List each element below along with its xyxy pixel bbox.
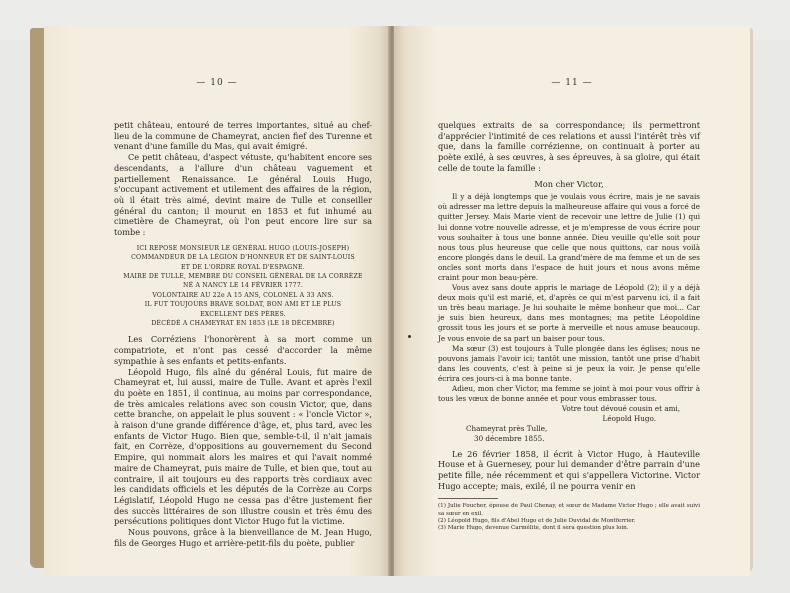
epitaph-line: VOLONTAIRE AU 22e A 15 ANS, COLONEL A 33 ANS. — [152, 291, 334, 299]
letter-place: Chameyrat près Tulle, — [466, 424, 548, 434]
letter-paragraph: Il y a déjà longtemps que je voulais vous écrire, mais je ne savais où adresser ma lettre depuis la malheureuse affaire qui vous a forcé de quitter Jersey. Mais Marie vient de recevoir une lettre de Julie (1) qui lui donne votre nouvelle adresse, et je m'empresse de vous écrire pour vous souhaiter à tous une bonne année. Dieu veuille qu'elle soit pour nous tous plus heureuse que celle que nous quittons, car nous voilà encore plongés dans le deuil. La grand'mère de ma femme et un de ses oncles sont morts dans l'espace de huit jours et nous avons même craint pour mon beau-père. — [438, 192, 700, 282]
epitaph-line: DÉCÉDÉ A CHAMEYRAT EN 1853 (LE 18 DÉCEMBRE) — [151, 319, 335, 327]
epitaph-line: IL FUT TOUJOURS BRAVE SOLDAT, BON AMI ET LE PLUS — [144, 301, 342, 309]
paragraph: Léopold Hugo, fils aîné du général Louis, fut maire de Chameyrat et, lui aussi, maire de Tulle. Avant et après l'exil du poète en 1851, il continua, au moins par correspondance, de très amicales relations avec son cousin Victor, que, dans cette branche, on appelait le plus souvent : « l'oncle Victor », à raison d'une grande différence d'âge, et, plus tard, avec les enfants de Victor Hugo. Bien que, semble-t-il, il n'ait jamais fait, en Corrèze, d'oppositions au gouvernement du Second Empire, qui nommait alors les maires et qui l'avait nommé maire de Chameyrat, puis maire de Tulle, et bien que, tout au contraire, il ait toujours eu des rapports très cordiaux avec les candidats officiels et les députés de la Corrèze au Corps Législatif, Léopold Hugo ne cessa pas d'être justement fier des succès littéraires de son illustre cousin et très ému des persécutions politiques dont Victor Hugo fut la victime. — [114, 366, 372, 527]
letter-paragraph: Ma sœur (3) est toujours à Tulle plongée dans les églises; nous ne pouvons jamais l'avoir ici; tantôt une mission, tantôt une prise d'habit dans les couvents, c'est à peine si je peux la voir. Je pense qu'elle écrira ces jours-ci à ma bonne tante. — [438, 343, 700, 383]
right-page-text — [438, 120, 700, 532]
footnote: (2) Léopold Hugo, fils d'Abel Hugo et de Julie Duvidal de Montferrier. — [438, 517, 636, 524]
epitaph-line: ET DE L'ORDRE ROYAL D'ESPAGNE. — [181, 263, 305, 271]
epitaph-line: COMMANDEUR DE LA LÉGION D'HONNEUR ET DE SAINT-LOUIS — [131, 254, 355, 262]
letter-signature: Léopold Hugo. — [602, 414, 656, 424]
epitaph-line: ICI REPOSE MONSIEUR LE GÉNÉRAL HUGO (LOUIS-JOSEPH) — [136, 244, 350, 252]
footnotes — [438, 503, 700, 532]
letter-salutation: Mon cher Victor, — [534, 178, 604, 189]
paragraph: Le 26 février 1858, il écrit à Victor Hugo, à Hauteville House et à Guernesey, pour lui demander d'être parrain d'une petite fille, née récemment et qui s'appellera Victorine. Victor Hugo accepte; mais, exilé, il ne pourra venir en — [438, 448, 700, 491]
left-page-text — [114, 120, 372, 548]
letter-paragraph: Vous avez sans doute appris le mariage de Léopold (2); il y a déjà deux mois qu'il est marié, et, d'après ce qui m'est parvenu ici, il a fait un très beau mariage. Je lui souhaite le même bonheur que moi... Car je suis bien heureux, dans mes montagnes; ma petite Léopoldine grossit tous les jours et se porte à merveille et nous amuse beaucoup. Je vous envoie de sa part un baiser pour tous. — [438, 283, 700, 343]
epitaph-line: MAIRE DE TULLE, MEMBRE DU CONSEIL GÉNÉRAL DE LA CORRÈZE — [123, 272, 363, 280]
epitaph-line: NÉ A NANCY LE 14 FÉVRIER 1777. — [182, 282, 304, 290]
page-mark — [408, 335, 411, 338]
page-number: — 11 — — [551, 78, 593, 88]
footnote: (3) Marie Hugo, devenue Carmélite, dont il sera question plus loin. — [438, 524, 629, 531]
paragraph: petit château, entouré de terres importantes, situé au chef-lieu de la commune de Chameyrat, ancien fief des Turenne et venant d'une famille du Mas, qui avait émigré. — [114, 120, 372, 152]
letter-closing: Votre tout dévoué cousin et ami, — [561, 404, 680, 414]
right-page — [394, 26, 750, 576]
paragraph: quelques extraits de sa correspondance; ils permettront d'apprécier l'intimité de ces relations et aussi l'intérêt très vif que, dans la famille corrézienne, on continuait à porter au poète exilé, à ses œuvres, à ses épreuves, à sa gloire, qui était celle de toute la famille : — [438, 120, 700, 173]
epitaph-line: EXCELLENT DES PÈRES. — [200, 310, 286, 318]
epitaph — [114, 244, 372, 329]
letter-date: 30 décembre 1855. — [474, 434, 545, 444]
page-number: — 10 — — [196, 78, 238, 88]
footnote-rule — [438, 498, 498, 499]
footnote: (1) Julie Foucher, épouse de Paul Chenay, et sœur de Madame Victor Hugo ; elle avait suivi sa sœur en exil. — [438, 503, 700, 517]
letter-paragraph: Adieu, mon cher Victor, ma femme se joint à moi pour vous offrir à tous les vœux de bonne année et pour vous embrasser tous. — [438, 384, 700, 404]
left-page — [44, 26, 390, 576]
letter — [438, 192, 700, 444]
paragraph: Ce petit château, d'aspect vétuste, qu'habitent encore ses descendants, a l'allure d'un château vaguement et partiellement Renaissance. Le général Louis Hugo, s'occupant activement et utilement des affaires de la région, où il était très aimé, devint maire de Tulle et conseiller général du canton; il mourut en 1853 et fut inhumé au cimetière de Chameyrat, où l'on peut encore lire sur sa tombe : — [114, 152, 372, 238]
paragraph: Les Corréziens l'honorèrent à sa mort comme un compatriote, et n'ont pas cessé d'accorder la même sympathie à ses enfants et petits-enfants. — [114, 334, 372, 366]
paragraph: Nous pouvons, grâce à la bienveillance de M. Jean Hugo, fils de Georges Hugo et arrière-petit-fils du poète, publier — [114, 527, 372, 548]
